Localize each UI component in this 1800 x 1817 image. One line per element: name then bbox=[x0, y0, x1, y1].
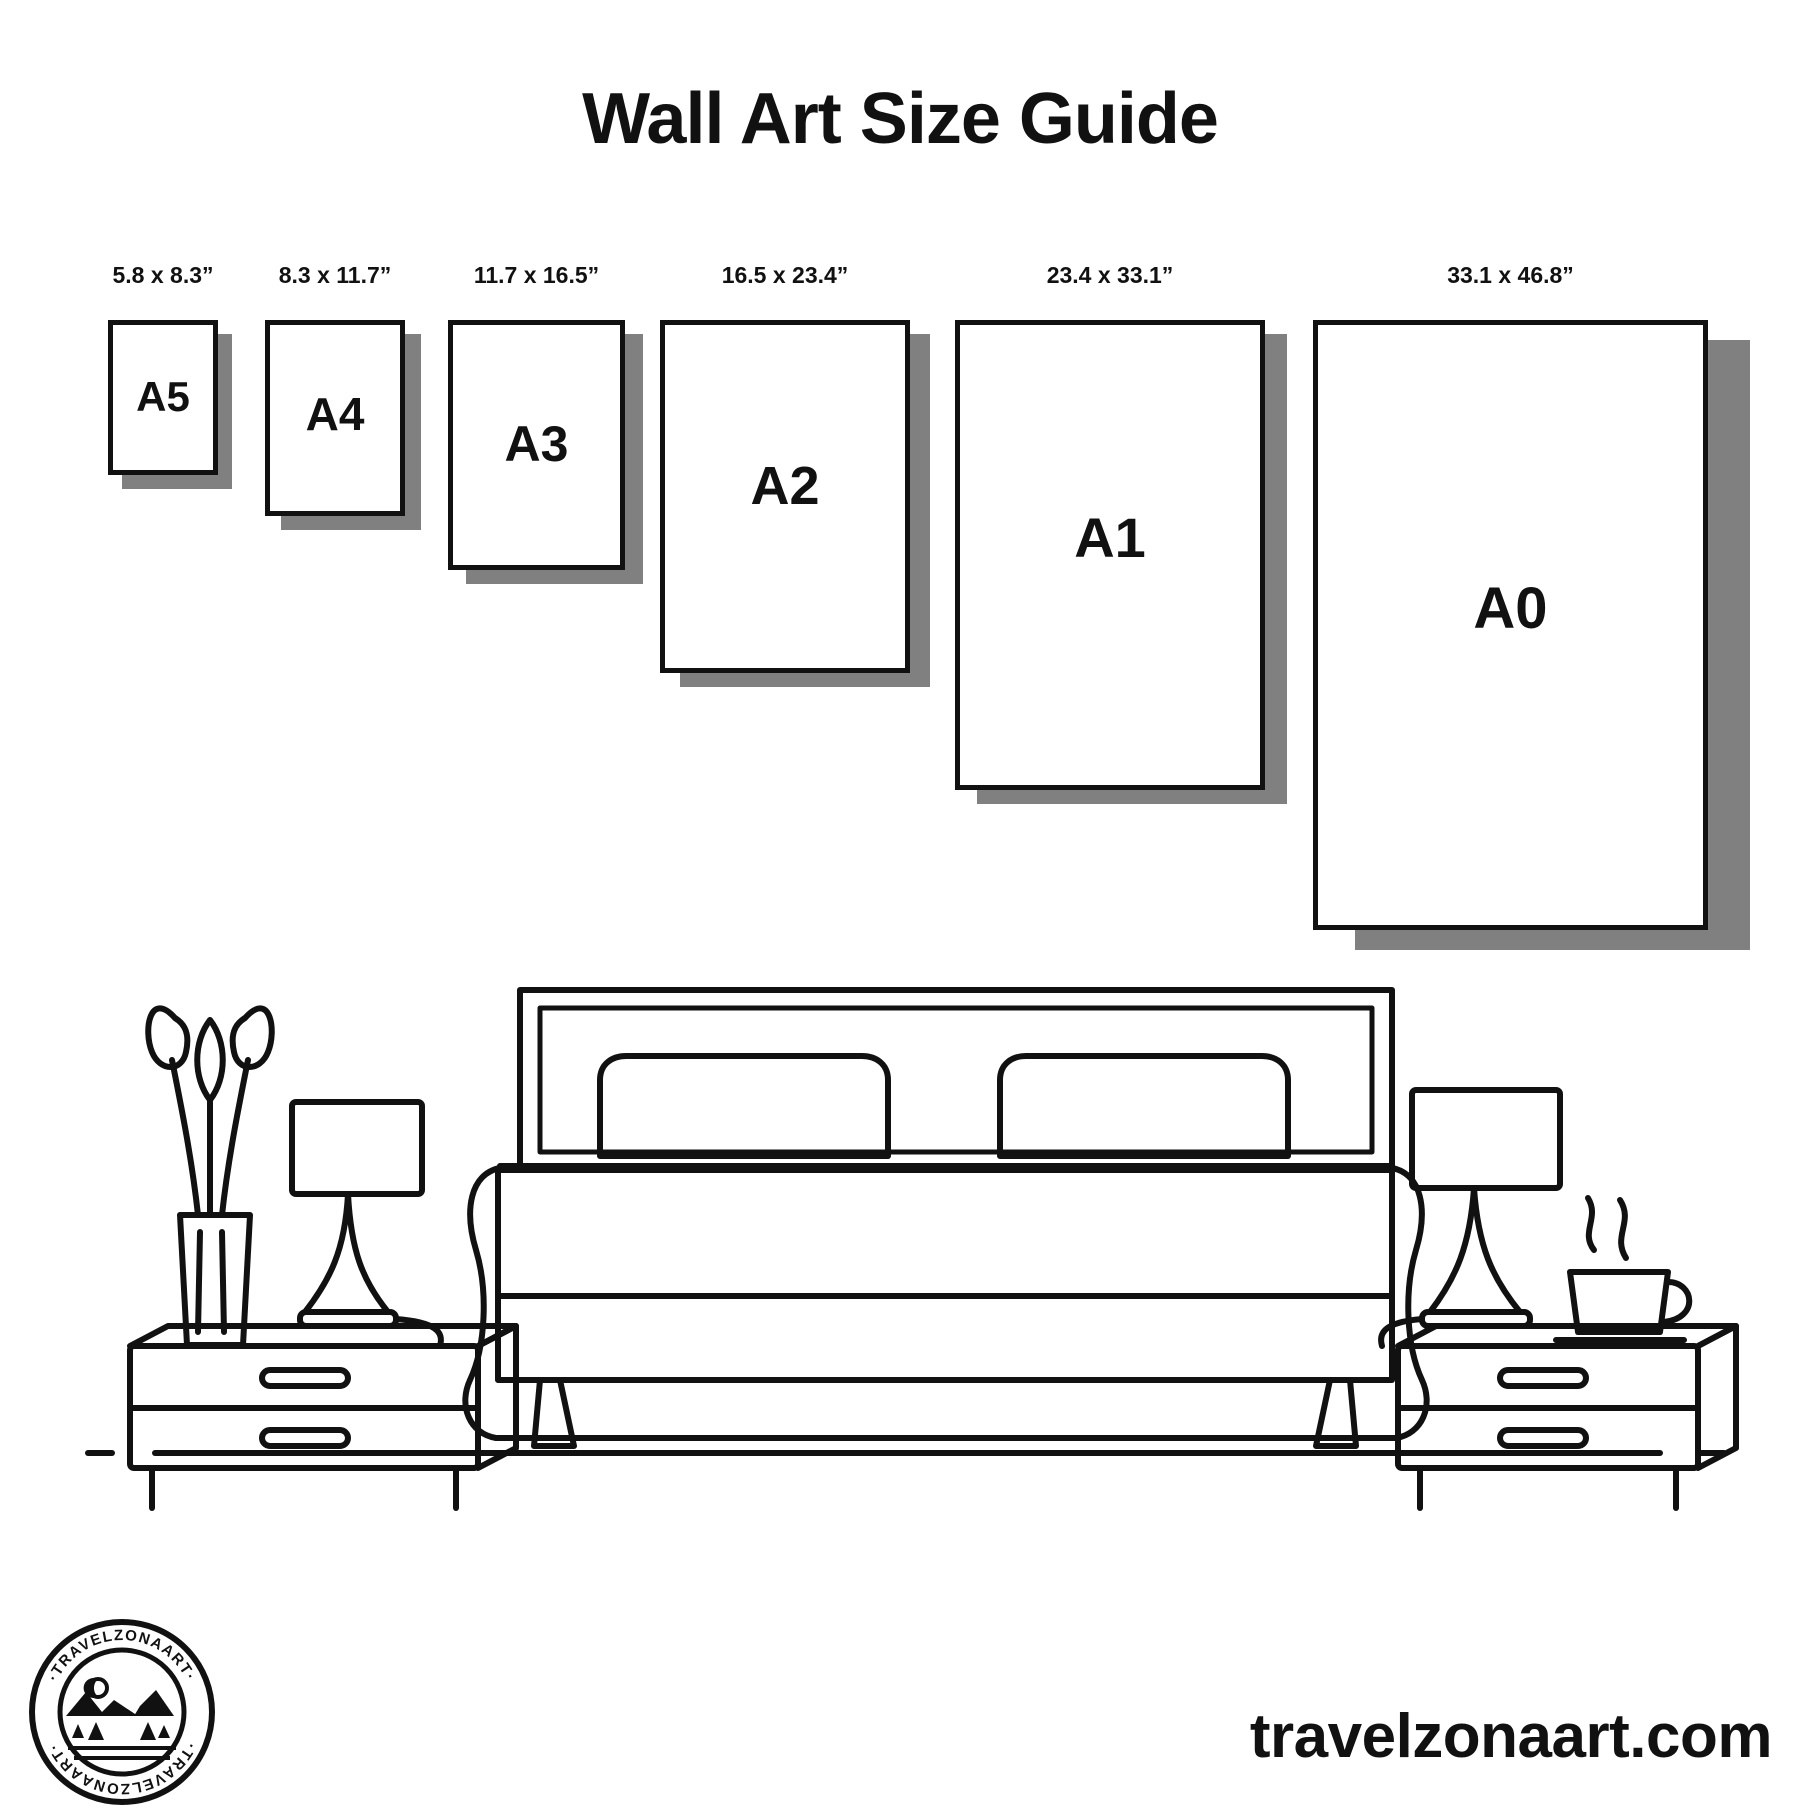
logo-text-top: ·TRAVELZONAART· bbox=[44, 1626, 200, 1685]
frame-box-a1[interactable] bbox=[955, 320, 1265, 790]
frame-name-a3: A3 bbox=[504, 416, 569, 472]
frame-group-a0 bbox=[1313, 262, 1708, 930]
brand-logo bbox=[22, 1612, 222, 1812]
frame-dimension-label-a4: 8.3 x 11.7” bbox=[278, 262, 392, 288]
frame-dimension-label-a5: 5.8 x 8.3” bbox=[112, 262, 214, 288]
frame-name-a5: A5 bbox=[136, 373, 190, 420]
frame-group-a4 bbox=[265, 262, 405, 516]
frame-dimension-label-a0: 33.1 x 46.8” bbox=[1447, 262, 1574, 288]
frame-group-a5 bbox=[108, 262, 218, 475]
frame-box-a0[interactable] bbox=[1313, 320, 1708, 930]
frame-box-a2[interactable] bbox=[660, 320, 910, 673]
frame-group-a2 bbox=[660, 262, 910, 673]
frame-group-a1 bbox=[955, 262, 1265, 790]
frame-name-a2: A2 bbox=[750, 456, 820, 516]
frame-box-a3[interactable] bbox=[448, 320, 625, 570]
bed-icon bbox=[465, 990, 1426, 1446]
frame-box-a4[interactable] bbox=[265, 320, 405, 516]
logo-text-bottom: ·TRAVELZONAART· bbox=[44, 1739, 200, 1798]
bedroom-scene-illustration bbox=[0, 960, 1800, 1580]
frame-dimension-label-a3: 11.7 x 16.5” bbox=[473, 262, 600, 288]
frame-name-a0: A0 bbox=[1473, 576, 1548, 641]
frame-size-row bbox=[0, 262, 1800, 1000]
frame-name-a1: A1 bbox=[1074, 506, 1146, 569]
right-nightstand-icon bbox=[1398, 1326, 1736, 1508]
coffee-cup-icon bbox=[1556, 1198, 1689, 1340]
logo-mountain-glyph bbox=[66, 1678, 176, 1758]
left-nightstand-icon bbox=[130, 1326, 516, 1508]
left-table-lamp-icon bbox=[292, 1102, 441, 1346]
frame-dimension-label-a1: 23.4 x 33.1” bbox=[1046, 262, 1174, 288]
website-url[interactable]: travelzonaart.com bbox=[1249, 1702, 1772, 1771]
frame-name-a4: A4 bbox=[305, 388, 365, 440]
frame-dimension-label-a2: 16.5 x 23.4” bbox=[721, 262, 849, 288]
frame-group-a3 bbox=[448, 262, 625, 570]
frame-box-a5[interactable] bbox=[108, 320, 218, 475]
page-title: Wall Art Size Guide bbox=[582, 79, 1218, 159]
vase-with-flowers-icon bbox=[148, 1008, 272, 1345]
